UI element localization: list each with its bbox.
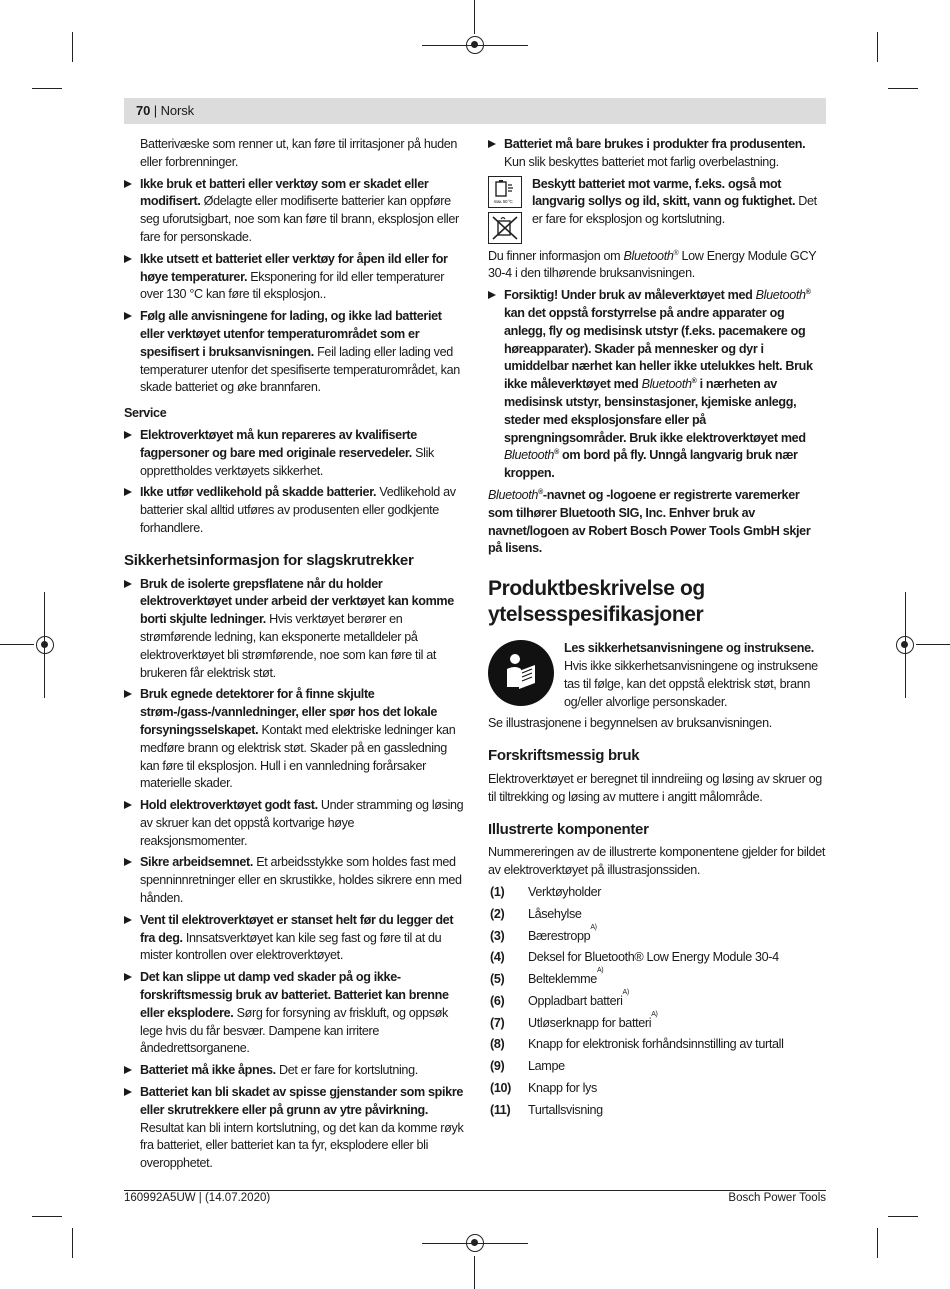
list-item	[488, 988, 826, 1011]
bullet-item	[124, 912, 464, 965]
read-manual-icon	[488, 640, 554, 706]
component-number: (5)	[490, 972, 505, 987]
components-list	[488, 884, 826, 1120]
bt-brand: Bluetooth	[641, 377, 692, 392]
bullet-item	[488, 136, 826, 172]
bullet-item	[124, 427, 464, 480]
bt-info-pre: Du finner informasjon om	[488, 248, 624, 263]
caution-text-4: om bord på fly. Unngå langvarig bruk nær kroppen.	[504, 448, 798, 481]
bullet-item	[124, 576, 464, 683]
component-number: (2)	[490, 906, 505, 921]
bullet-item	[124, 1084, 464, 1173]
component-note: A)	[596, 967, 604, 975]
bt-info-post: Low Energy Module GCY 30-4 i den tilhørende bruksanvisningen.	[488, 248, 817, 281]
bullet-triangle-icon	[124, 858, 132, 866]
bullet-bold-text: Elektroverktøyet må kun repareres av kvalifiserte fagpersoner og bare med originale reservedeler.	[140, 427, 417, 460]
read-instructions-bold: Les sikkerhetsanvisningene og instruksene.	[564, 641, 814, 656]
battery-warning-block	[488, 176, 826, 244]
bt-brand: Bluetooth	[504, 448, 555, 463]
bullet-text: Hvis verktøyet berører en strømførende ledning, kan eksponerte metalldeler på elektroverktøyet bli strømførende, noe som kan føre til at brukeren får elektrisk støt.	[140, 612, 437, 680]
right-column	[488, 136, 826, 1124]
component-label: Knapp for lys	[528, 1081, 597, 1096]
header-separator: |	[153, 103, 158, 118]
chapter-title: Produktbeskrivelse og ytelsesspesifikasjoner	[488, 577, 705, 627]
registration-mark-icon	[466, 36, 484, 54]
component-note: A)	[590, 923, 597, 931]
header-language: Norsk	[160, 103, 195, 118]
component-number: (10)	[490, 1081, 511, 1096]
bt-brand: Bluetooth	[623, 248, 674, 263]
bullet-item	[124, 797, 464, 850]
bullet-item	[124, 969, 464, 1058]
bullet-bold-text: Hold elektroverktøyet godt fast.	[140, 798, 318, 813]
see-illustrations: Se illustrasjonene i begynnelsen av bruksanvisningen.	[488, 716, 772, 731]
bluetooth-caution	[488, 287, 826, 483]
bullet-text: Eksponering for ild eller temperaturer over 130 °C kan føre til eksplosjon..	[140, 269, 445, 302]
heat-warning-bold: Beskytt batteriet mot varme, f.eks. også mot langvarig sollys og ild, skitt, vann og fuktighet.	[532, 176, 796, 209]
component-label: Lampe	[528, 1059, 565, 1074]
bullet-item	[124, 176, 464, 247]
bullet-triangle-icon	[124, 312, 132, 320]
battery-heat-icon	[488, 176, 522, 208]
no-water-fire-icon	[488, 212, 522, 244]
paragraph: Batterivæske som renner ut, kan føre til irritasjoner på huden eller forbrenninger.	[140, 137, 458, 169]
read-instructions-block	[488, 640, 826, 711]
component-label: Turtallsvisning	[528, 1102, 603, 1117]
crop-mark	[72, 1228, 73, 1258]
component-label: Deksel for Bluetooth® Low Energy Module 30-4	[528, 950, 779, 965]
crop-mark	[32, 88, 62, 89]
warning-icons	[488, 176, 522, 244]
bullet-text: Vedlikehold av batterier skal alltid utføres av produsenten eller godkjente forhandlere.	[140, 485, 456, 535]
bt-reg: ®	[538, 488, 543, 496]
bullet-triangle-icon	[124, 801, 132, 809]
component-label: Låsehylse	[528, 906, 582, 921]
bullet-triangle-icon	[124, 916, 132, 924]
crop-mark	[888, 1216, 918, 1217]
caution-text-3: i nærheten av medisinsk utstyr, bensinstasjoner, kjemiske anlegg, steder med eksplosjonsfare eller på sprengningsområder. Bruk ikke elektroverktøyet med	[504, 377, 806, 445]
bullet-triangle-icon	[124, 580, 132, 588]
bullet-text: Resultat kan bli intern kortslutning, og det kan da komme røyk fra batteriet, eller batteriet kan ta fyr, eksplodere eller bli overopphetet.	[140, 1120, 464, 1171]
bullet-bold-text: Sikre arbeidsemnet.	[140, 855, 254, 870]
component-label: Knapp for elektronisk forhåndsinnstilling av turtall	[528, 1037, 784, 1052]
component-number: (3)	[490, 928, 505, 943]
page-header	[136, 103, 194, 118]
bullet-item	[124, 251, 464, 304]
component-label: Utløserknapp for batteri	[528, 1015, 652, 1030]
component-label: Verktøyholder	[528, 884, 602, 899]
list-item	[488, 906, 826, 924]
footer-brand: Bosch Power Tools	[728, 1192, 826, 1204]
component-label: Belteklemme	[528, 972, 597, 987]
bt-reg: ®	[691, 377, 697, 385]
bt-reg: ®	[805, 289, 811, 296]
intended-use-text: Elektroverktøyet er beregnet til inndreiing og løsing av skruer og til tiltrekking og løsing av muttere i angitt målområde.	[488, 771, 822, 804]
component-label: Bærestropp	[528, 928, 591, 943]
bullet-text: Feil lading eller lading ved temperaturer utenfor det spesifiserte temperaturområdet, kan skade batteriet og øke brannfaren.	[140, 344, 460, 395]
footer-doc-id: 160992A5UW | (14.07.2020)	[124, 1192, 271, 1204]
bullet-bold-text: Vent til elektroverktøyet er stanset helt før du legger det fra deg.	[140, 912, 454, 945]
trademark-text: -navnet og -logoene er registrerte varemerker som tilhører Bluetooth SIG, Inc. Enhver bruk av navnet/logoen av Robert Bosch Power Tools GmbH skjer på lisens.	[488, 487, 811, 556]
bt-reg: ®	[554, 449, 559, 457]
read-instructions-text	[564, 640, 826, 711]
list-item	[488, 949, 826, 967]
bullet-bold-text: Bruk de isolerte grepsflatene når du holder elektroverktøyet under arbeid der verktøyet kan komme borti skjulte ledninger.	[140, 576, 454, 627]
components-title: Illustrerte komponenter	[488, 820, 649, 838]
crop-mark	[474, 1256, 475, 1289]
bullet-triangle-icon	[488, 291, 496, 299]
component-number: (6)	[490, 993, 505, 1008]
bullet-bold-text: Batteriet kan bli skadet av spisse gjenstander som spikre eller skrutrekkere eller på grunn av ytre påvirkning.	[140, 1085, 464, 1117]
bullet-text: Slik opprettholdes verktøyets sikkerhet.	[140, 445, 434, 478]
section-title: Sikkerhetsinformasjon for slagskrutrekker	[124, 551, 414, 569]
bullet-item	[124, 686, 464, 793]
bullet-text: Ødelagte eller modifiserte batterier kan oppføre seg uforutsigbart, noe som kan føre til brann, eksplosjon eller fare for personskade.	[140, 194, 459, 244]
component-number: (9)	[490, 1059, 505, 1074]
bullet-triangle-icon	[124, 1088, 132, 1096]
bullet-text: Kun slik beskyttes batteriet mot farlig overbelastning.	[504, 154, 779, 169]
bullet-text: Under stramming og løsing av skruer kan det oppstå kortvarige høye reaksjonsmomenter.	[140, 798, 464, 848]
left-column	[124, 136, 464, 1177]
bullet-text: Et arbeidsstykke som holdes fast med spenninnretninger eller en skrustikke, holdes sikrere enn med hånden.	[140, 855, 462, 906]
list-item	[488, 1102, 826, 1120]
list-item	[488, 1036, 826, 1054]
crop-mark	[0, 644, 34, 645]
heat-warning-rest: Det er fare for eksplosjon og kortslutning.	[532, 194, 817, 227]
component-number: (4)	[490, 950, 505, 965]
crop-mark	[474, 0, 475, 34]
list-item	[488, 1010, 826, 1033]
footer-divider	[124, 1190, 826, 1191]
bullet-text: Kontakt med elektriske ledninger kan medføre brann og elektrisk støt. Skader på en gassledning kan føre til eksplosjon. Hull i en vannledning forårsaker materielle skader.	[140, 722, 456, 791]
bullet-triangle-icon	[124, 431, 132, 439]
crop-mark	[72, 32, 73, 62]
bullet-item	[124, 484, 464, 537]
components-intro: Nummereringen av de illustrerte komponentene gjelder for bildet av elektroverktøyet på illustrasjonssiden.	[488, 845, 826, 878]
crop-mark	[888, 88, 918, 89]
bullet-triangle-icon	[124, 690, 132, 698]
bt-brand: Bluetooth	[755, 288, 806, 303]
bullet-item	[124, 854, 464, 907]
bullet-triangle-icon	[124, 1066, 132, 1074]
bullet-bold-text: Ikke utfør vedlikehold på skadde batterier.	[140, 485, 377, 500]
bluetooth-info	[488, 248, 826, 284]
registration-mark-icon	[896, 636, 914, 654]
list-item	[488, 1080, 826, 1098]
read-instructions-rest: Hvis ikke sikkerhetsanvisningene og instruksene tas til følge, kan det oppstå elektrisk støt, brann og/eller alvorlige personskader.	[564, 658, 818, 709]
bullet-triangle-icon	[124, 488, 132, 496]
component-note: A)	[622, 988, 629, 996]
bullet-text: Det er fare for kortslutning.	[275, 1063, 418, 1078]
registration-mark-icon	[36, 636, 54, 654]
bullet-bold-text: Bruk egnede detektorer for å finne skjulte strøm-/gass-/vannledninger, eller spør hos det lokale forsyningsselskapet.	[140, 687, 438, 737]
bullet-item	[124, 1062, 464, 1080]
bullet-triangle-icon	[124, 255, 132, 263]
list-item	[488, 923, 826, 946]
caution-text-2: kan det oppstå forstyrrelse på andre apparater og anlegg, fly og medisinsk utstyr (f.eks. pacemakere og høreapparater). Skader på mennesker og dyr i umiddelbar nærhet kan heller ikke utelukkes helt. Bruk ikke måleverktøyet med	[504, 305, 813, 392]
page-header-bar	[124, 98, 826, 124]
component-number: (8)	[490, 1037, 505, 1052]
intended-use-title: Forskriftsmessig bruk	[488, 747, 640, 765]
component-note: A)	[651, 1010, 658, 1018]
crop-mark	[916, 644, 950, 645]
bt-brand: Bluetooth	[488, 487, 539, 502]
list-item	[488, 884, 826, 902]
bullet-bold-text: Ikke utsett et batteriet eller verktøy for åpen ild eller for høye temperaturer.	[140, 251, 448, 284]
bullet-bold-text: Det kan slippe ut damp ved skader på og ikke-forskriftsmessig bruk av batteriet. Batteriet kan brenne eller eksplodere.	[140, 970, 449, 1020]
bullet-text: Innsatsverktøyet kan kile seg fast og føre til at du mister kontrollen over elektroverktøyet.	[140, 930, 442, 963]
bullet-bold-text: Batteriet må bare brukes i produkter fra produsenten.	[504, 137, 806, 151]
bullet-triangle-icon	[124, 180, 132, 188]
bullet-bold-text: Følg alle anvisningene for lading, og ikke lad batteriet eller verktøyet utenfor temperaturområdet som er spesifisert i bruksanvisningen.	[140, 309, 442, 359]
component-number: (7)	[490, 1015, 505, 1030]
crop-mark	[32, 1216, 62, 1217]
caution-text-1: Forsiktig! Under bruk av måleverktøyet med	[504, 288, 756, 303]
bullet-bold-text: Ikke bruk et batteri eller verktøy som er skadet eller modifisert.	[140, 176, 429, 209]
bullet-triangle-icon	[124, 973, 132, 981]
bullet-bold-text: Batteriet må ikke åpnes.	[140, 1063, 276, 1078]
bt-reg: ®	[673, 249, 679, 257]
component-number: (11)	[490, 1102, 511, 1117]
bullet-item	[124, 308, 464, 397]
crop-mark	[877, 32, 878, 62]
bullet-triangle-icon	[488, 140, 496, 148]
trademark-notice	[488, 487, 826, 558]
service-heading: Service	[124, 406, 167, 421]
page-number: 70	[136, 103, 151, 118]
registration-mark-icon	[466, 1234, 484, 1252]
crop-mark	[877, 1228, 878, 1258]
heat-warning-text	[532, 176, 826, 244]
bullet-text: Sørg for forsyning av friskluft, og oppsøk lege hvis du får besvær. Dampene kan irritere åndedrettsorganene.	[140, 1005, 448, 1056]
list-item	[488, 1058, 826, 1076]
component-number: (1)	[490, 884, 505, 899]
component-label: Oppladbart batteri	[528, 993, 623, 1008]
max-temp-label: max. 50 °C	[493, 198, 513, 204]
list-item	[488, 967, 826, 989]
